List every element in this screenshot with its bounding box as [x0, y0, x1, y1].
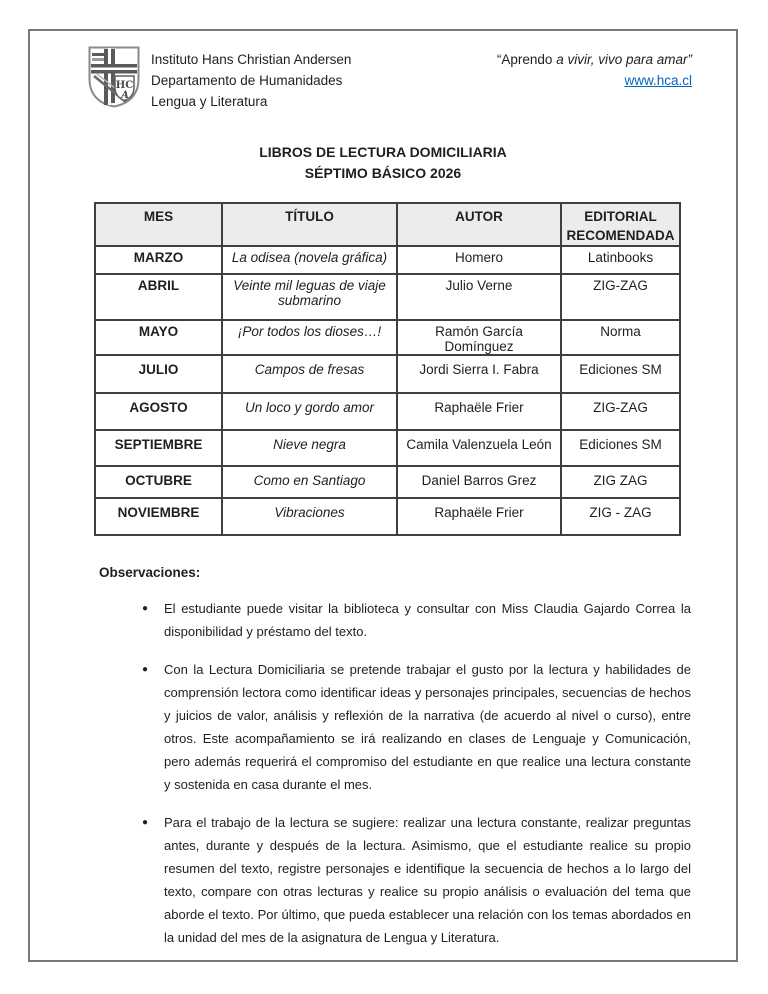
cell-editorial: Ediciones SM [561, 430, 680, 466]
observation-text: Para el trabajo de la lectura se sugiere: realizar una lectura constante, realizar preguntas antes, durante y después de la lectura. Asimismo, que el estudiante realice su propio resumen del texto, registre personajes e identifique la secuencia de hechos a lo largo del texto, compare con otras lecturas y realice su propio análisis o evaluación del tema que aborde el texto. Por último, que pueda establecer una relación con los temas abordados en la unidad del mes de la asignatura de Lengua y Literatura. [164, 815, 691, 945]
school-motto [497, 49, 692, 70]
cell-mes: JULIO [95, 355, 222, 393]
column-header-autor: AUTOR [397, 203, 561, 246]
cell-titulo: ¡Por todos los dioses…! [222, 320, 397, 355]
motto-italic: a vivir, vivo para amar” [556, 52, 692, 67]
column-header-mes: MES [95, 203, 222, 246]
department-name: Departamento de Humanidades [151, 73, 343, 88]
cell-titulo: Campos de fresas [222, 355, 397, 393]
list-item [99, 811, 691, 949]
cell-autor: Camila Valenzuela León [397, 430, 561, 466]
motto-prefix: “Aprendo [496, 52, 557, 67]
table-row [95, 498, 680, 535]
cell-editorial: Norma [561, 320, 680, 355]
cell-mes: NOVIEMBRE [95, 498, 222, 535]
reading-list-table [94, 202, 681, 536]
cell-titulo: La odisea (novela gráfica) [222, 246, 397, 274]
table-row [95, 393, 680, 430]
cell-titulo: Un loco y gordo amor [222, 393, 397, 430]
bullet-icon: ● [142, 603, 149, 614]
cell-titulo: Veinte mil leguas de viaje submarino [222, 274, 397, 320]
table-row [95, 430, 680, 466]
institution-name: Instituto Hans Christian Andersen [151, 52, 352, 67]
observation-text: El estudiante puede visitar la biblioteca y consultar con Miss Claudia Gajardo Correa la disponibilidad y préstamo del texto. [164, 601, 691, 639]
cell-autor: Jordi Sierra I. Fabra [397, 355, 561, 393]
title-line-1: LIBROS DE LECTURA DOMICILIARIA [259, 144, 507, 160]
cell-editorial: Ediciones SM [561, 355, 680, 393]
cell-titulo: Nieve negra [222, 430, 397, 466]
observations-heading: Observaciones: [99, 565, 201, 580]
cell-editorial: ZIG-ZAG [561, 393, 680, 430]
observations-section [99, 563, 691, 949]
table-row [95, 355, 680, 393]
bullet-icon: ● [142, 664, 149, 675]
cell-editorial: ZIG - ZAG [561, 498, 680, 535]
cell-mes: SEPTIEMBRE [95, 430, 222, 466]
cell-mes: AGOSTO [95, 393, 222, 430]
cell-autor: Homero [397, 246, 561, 274]
document-title [30, 142, 736, 184]
cell-editorial: ZIG-ZAG [561, 274, 680, 320]
cell-mes: MARZO [95, 246, 222, 274]
cell-titulo: Vibraciones [222, 498, 397, 535]
table-row [95, 274, 680, 320]
bullet-icon: ● [142, 817, 149, 828]
institution-block [151, 46, 351, 112]
cell-mes: OCTUBRE [95, 466, 222, 498]
table-row [95, 246, 680, 274]
list-item [99, 658, 691, 796]
school-crest-logo [88, 46, 140, 108]
list-item [99, 597, 691, 643]
website-link[interactable]: www.hca.cl [624, 73, 692, 88]
document-header [88, 46, 692, 112]
cell-autor: Daniel Barros Grez [397, 466, 561, 498]
crest-monogram-top: HC [115, 80, 134, 91]
cell-mes: ABRIL [95, 274, 222, 320]
cell-autor: Julio Verne [397, 274, 561, 320]
header-right [497, 46, 692, 91]
table-row [95, 466, 680, 498]
column-header-titulo: TÍTULO [222, 203, 397, 246]
cell-autor: Ramón García Domínguez [397, 320, 561, 355]
column-header-editorial: EDITORIAL RECOMENDADA [561, 203, 680, 246]
cell-titulo: Como en Santiago [222, 466, 397, 498]
title-line-2: SÉPTIMO BÁSICO 2026 [304, 165, 462, 181]
header-left [88, 46, 351, 112]
cell-mes: MAYO [95, 320, 222, 355]
observation-text: Con la Lectura Domiciliaria se pretende trabajar el gusto por la lectura y habilidades de comprensión lectora como identificar ideas y personajes principales, secuencias de hechos y juicios de valor, análisis y reflexión de la narrativa (de acuerdo al nivel o curso), entre otros. Este acompañamiento se irá realizando en clases de Lenguaje y Comunicación, pero además requerirá el compromiso del estudiante en que realice una lectura constante y sostenida en casa durante el mes. [164, 662, 691, 792]
cell-autor: Raphaële Frier [397, 498, 561, 535]
cell-autor: Raphaële Frier [397, 393, 561, 430]
subject-name: Lengua y Literatura [151, 94, 268, 109]
table-row [95, 320, 680, 355]
cell-editorial: Latinbooks [561, 246, 680, 274]
cell-editorial: ZIG ZAG [561, 466, 680, 498]
table-header-row [95, 203, 680, 246]
document-page [28, 29, 738, 962]
crest-monogram-bottom: A [121, 90, 129, 101]
